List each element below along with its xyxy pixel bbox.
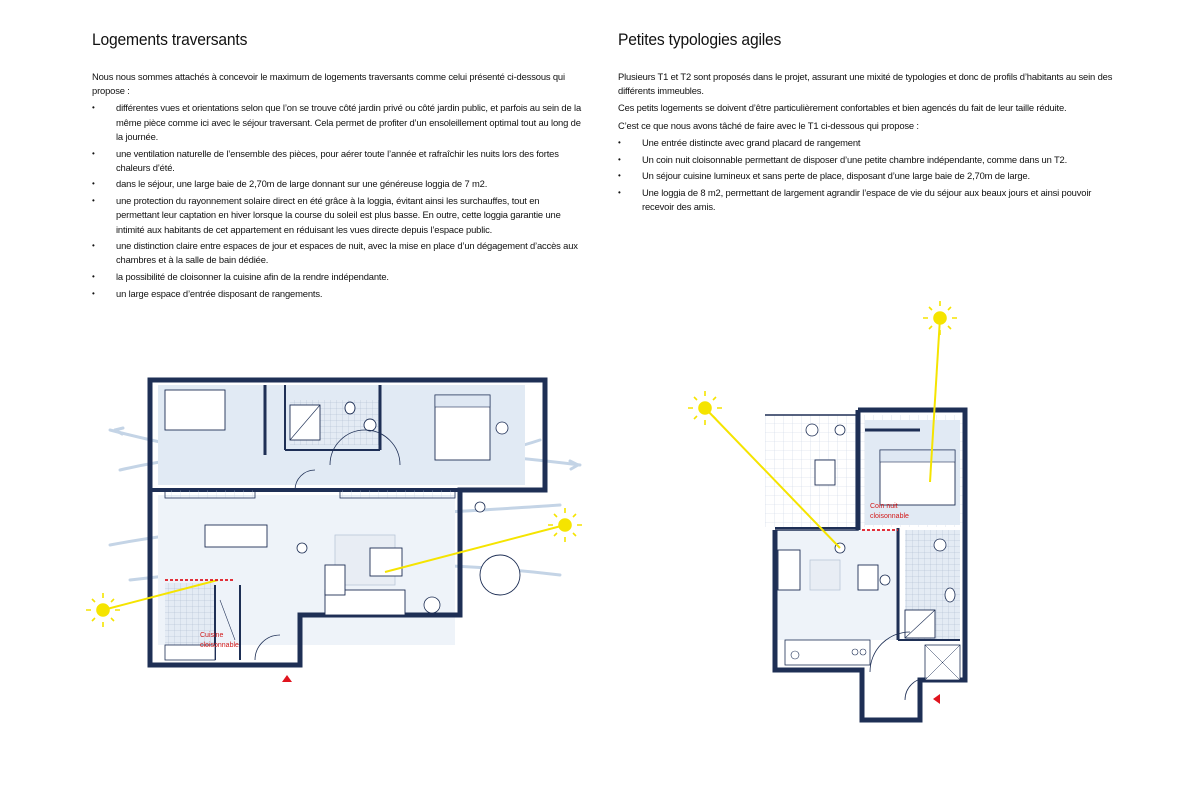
left-floor-plan bbox=[86, 380, 582, 682]
entrance-marker-icon bbox=[282, 675, 292, 682]
sleep-area-plan-label: cloisonnable bbox=[870, 513, 909, 520]
list-item: • dans le séjour, une large baie de 2,70m de large donnant sur une généreuse loggia de 7 m2. bbox=[92, 177, 582, 191]
kitchen-plan-label: Cuisine bbox=[200, 632, 224, 639]
list-item: • Un coin nuit cloisonnable permettant de disposer d’une petite chambre indépendante, comme dans un T2. bbox=[618, 153, 1118, 167]
left-section-title: Logements traversants bbox=[92, 30, 248, 49]
left-intro: Nous nous sommes attachés à concevoir le maximum de logements traversants comme celui présenté ci-dessous qui propose : bbox=[92, 71, 565, 97]
sun-icon bbox=[86, 593, 120, 627]
list-item: • Un séjour cuisine lumineux et sans perte de place, disposant d’une large baie de 2,70m de large. bbox=[618, 169, 1118, 183]
list-item: • un large espace d’entrée disposant de rangements. bbox=[92, 287, 582, 301]
right-paragraph: Ces petits logements se doivent d’être particulièrement confortables et bien agencés du fait de leur taille réduite. bbox=[618, 102, 1067, 114]
entrance-marker-icon bbox=[933, 694, 940, 704]
list-item: • différentes vues et orientations selon que l’on se trouve côté jardin privé ou côté jardin public, et parfois au sein de la même pièce comme ici avec le séjour traversant. Cela permet de profiter d’un ensoleillement optimal tout au long de la journée. bbox=[92, 101, 582, 144]
list-item: • une protection du rayonnement solaire direct en été grâce à la loggia, évitant ainsi les surchauffes, tout en permettant leur captation en hiver lorsque la course du soleil est plus basse. En outre, cette loggia garantie une intimité aux habitants de cet appartement en réduisant les vues directe depuis l’espace public. bbox=[92, 194, 582, 237]
list-item: • Une loggia de 8 m2, permettant de largement agrandir l’espace de vie du séjour aux beaux jours et ainsi pouvoir recevoir des amis. bbox=[618, 186, 1118, 214]
right-section-title: Petites typologies agiles bbox=[618, 30, 782, 49]
sun-icon bbox=[548, 508, 582, 542]
right-paragraph: Plusieurs T1 et T2 sont proposés dans le projet, assurant une mixité de typologies et donc de profils d’habitants au sein des différents immeubles. bbox=[618, 71, 1113, 97]
right-floor-plan bbox=[688, 301, 965, 720]
right-paragraph: C’est ce que nous avons tâché de faire avec le T1 ci-dessous qui propose : bbox=[618, 119, 919, 131]
list-item: • Une entrée distincte avec grand placard de rangement bbox=[618, 136, 1118, 150]
kitchen-plan-label: cloisonnable bbox=[200, 642, 239, 649]
list-item: • une ventilation naturelle de l’ensemble des pièces, pour aérer toute l’année et rafraîchir les nuits lors des fortes chaleurs d’été. bbox=[92, 147, 582, 175]
sleep-area-plan-label: Coin nuit bbox=[870, 503, 898, 510]
list-item: • une distinction claire entre espaces de jour et espaces de nuit, avec la mise en place d’un dégagement d’accès aux chambres et à la salle de bain dédiée. bbox=[92, 239, 582, 267]
list-item: • la possibilité de cloisonner la cuisine afin de la rendre indépendante. bbox=[92, 270, 582, 284]
